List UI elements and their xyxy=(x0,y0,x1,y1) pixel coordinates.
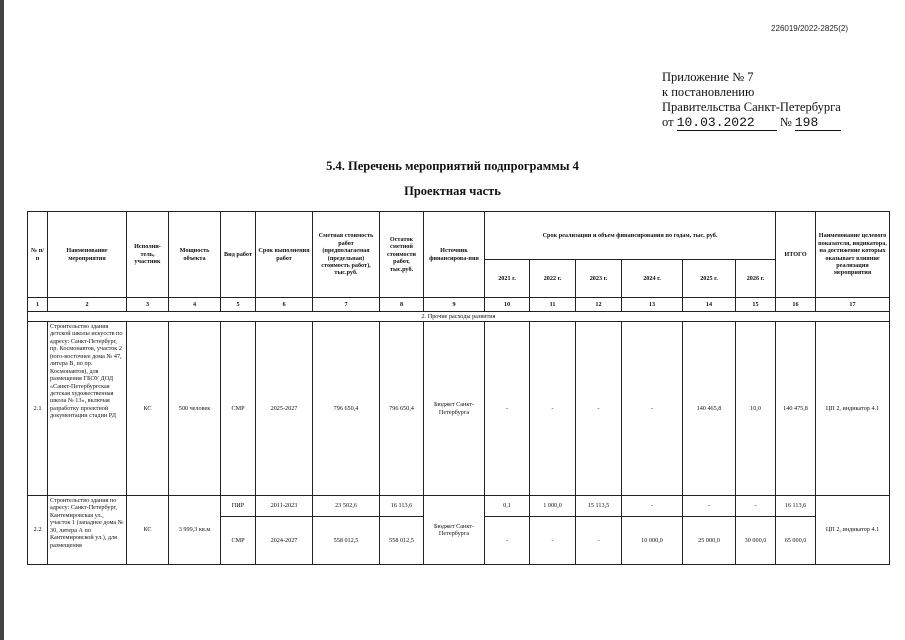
value-2025: 140 465,8 xyxy=(683,322,736,496)
header-power: Мощность объекта xyxy=(169,212,221,298)
page-title: 5.4. Перечень мероприятий подпрограммы 4 xyxy=(326,159,579,173)
column-number: 12 xyxy=(576,298,622,312)
column-number: 1 xyxy=(28,298,48,312)
measures-table xyxy=(27,211,890,565)
indicator: ЦП 2, индикатор 4.1 xyxy=(816,496,890,565)
column-number: 8 xyxy=(380,298,424,312)
value-2024: 10 000,0 xyxy=(622,517,683,565)
page-subtitle: Проектная часть xyxy=(404,184,501,198)
decree-number: 198 xyxy=(795,115,841,131)
column-number: 3 xyxy=(127,298,169,312)
rest: 16 113,6 xyxy=(380,496,424,517)
year-2023: 2023 г. xyxy=(576,260,622,298)
row-number: 2.2 xyxy=(28,496,48,565)
total: 16 113,6 xyxy=(776,496,816,517)
power: 3 999,3 кв.м xyxy=(169,496,221,565)
column-number: 17 xyxy=(816,298,890,312)
column-number: 14 xyxy=(683,298,736,312)
column-numbers-row xyxy=(28,298,890,312)
cost: 796 650,4 xyxy=(313,322,380,496)
value-2024: - xyxy=(622,322,683,496)
binder-edge xyxy=(0,0,4,640)
column-number: 9 xyxy=(424,298,485,312)
annex-line-1: Приложение № 7 xyxy=(662,70,754,84)
header-indicator: Наименование целевого показателя, индикатора, на достижение которых оказывает влияние реализация мероприятия xyxy=(816,212,890,298)
column-number: 6 xyxy=(256,298,313,312)
header-period: Срок реализации и объем финансирования по годам, тыс. руб. xyxy=(485,212,776,260)
executor: КС xyxy=(127,496,169,565)
value-2021: 0,1 xyxy=(485,496,530,517)
header-rest: Остаток сметной стоимости работ, тыс.руб. xyxy=(380,212,424,298)
value-2025: - xyxy=(683,496,736,517)
value-2023: - xyxy=(576,322,622,496)
year-2026: 2026 г. xyxy=(736,260,776,298)
section-row xyxy=(28,312,890,322)
source: Бюджет Санкт-Петербурга xyxy=(424,496,485,565)
column-number: 5 xyxy=(221,298,256,312)
annex-line-2: к постановлению xyxy=(662,85,755,99)
header-no: № п/п xyxy=(28,212,48,298)
header-term: Срок выполнения работ xyxy=(256,212,313,298)
cost: 558 012,5 xyxy=(313,517,380,565)
value-2022: 1 000,0 xyxy=(530,496,576,517)
value-2026: 30 000,0 xyxy=(736,517,776,565)
header-row xyxy=(28,212,890,260)
header-work-type: Вид работ xyxy=(221,212,256,298)
work-type: СМР xyxy=(221,517,256,565)
value-2026: 10,0 xyxy=(736,322,776,496)
total: 65 000,0 xyxy=(776,517,816,565)
header-name: Наименование мероприятия xyxy=(48,212,127,298)
work-type: СМР xyxy=(221,322,256,496)
year-2025: 2025 г. xyxy=(683,260,736,298)
table-row xyxy=(28,496,890,517)
term: 2025-2027 xyxy=(256,322,313,496)
column-number: 11 xyxy=(530,298,576,312)
value-2021: - xyxy=(485,322,530,496)
column-number: 10 xyxy=(485,298,530,312)
term: 2011-2023 xyxy=(256,496,313,517)
column-number: 4 xyxy=(169,298,221,312)
column-number: 7 xyxy=(313,298,380,312)
value-2023: 15 113,5 xyxy=(576,496,622,517)
indicator: ЦП 2, индикатор 4.1 xyxy=(816,322,890,496)
annex-block xyxy=(662,70,841,131)
value-2023: - xyxy=(576,517,622,565)
executor: КС xyxy=(127,322,169,496)
term: 2024-2027 xyxy=(256,517,313,565)
column-number: 2 xyxy=(48,298,127,312)
column-number: 15 xyxy=(736,298,776,312)
number-prefix: № xyxy=(779,115,792,129)
row-number: 2.1 xyxy=(28,322,48,496)
source: Бюджет Санкт-Петербурга xyxy=(424,322,485,496)
value-2025: 25 000,0 xyxy=(683,517,736,565)
value-2024: - xyxy=(622,496,683,517)
year-2024: 2024 г. xyxy=(622,260,683,298)
table-row xyxy=(28,322,890,496)
value-2022: - xyxy=(530,517,576,565)
year-2022: 2022 г. xyxy=(530,260,576,298)
section-title: 2. Прочие расходы развития xyxy=(28,312,890,322)
column-number: 13 xyxy=(622,298,683,312)
annex-date-line xyxy=(662,115,841,131)
date-prefix: от xyxy=(662,115,674,129)
measure-name: Строительство здания детской школы искусств по адресу: Санкт-Петербург, пр. Космонавтов, участок 2 (юго-восточнее дома № 47, литера В, по пр. Космонавтов), для размещения ГБОУ ДОД «Санкт-Петербургская детская художественная школа № 13», включая разработку проектной документации стадии РД xyxy=(48,322,127,496)
value-2022: - xyxy=(530,322,576,496)
rest: 558 012,5 xyxy=(380,517,424,565)
value-2026: - xyxy=(736,496,776,517)
header-cost: Сметная стоимость работ (предполагаемая (предельная) стоимость работ), тыс.руб. xyxy=(313,212,380,298)
column-number: 16 xyxy=(776,298,816,312)
header-source: Источник финансирова-ния xyxy=(424,212,485,298)
total: 140 475,8 xyxy=(776,322,816,496)
work-type: ПИР xyxy=(221,496,256,517)
rest: 796 650,4 xyxy=(380,322,424,496)
annex-line-3: Правительства Санкт-Петербурга xyxy=(662,100,841,114)
measure-name: Строительство здания по адресу: Санкт-Петербург, Кантемировская ул., участок 1 (западнее дома № 30, литера А по Кантемировской ул.), для размещения xyxy=(48,496,127,565)
header-total: ИТОГО xyxy=(776,212,816,298)
header-executor: Исполни-тель, участник xyxy=(127,212,169,298)
power: 500 человек xyxy=(169,322,221,496)
value-2021: - xyxy=(485,517,530,565)
cost: 23 502,6 xyxy=(313,496,380,517)
document-number: 226019/2022-2825(2) xyxy=(771,24,848,33)
decree-date: 10.03.2022 xyxy=(677,115,777,131)
year-2021: 2021 г. xyxy=(485,260,530,298)
